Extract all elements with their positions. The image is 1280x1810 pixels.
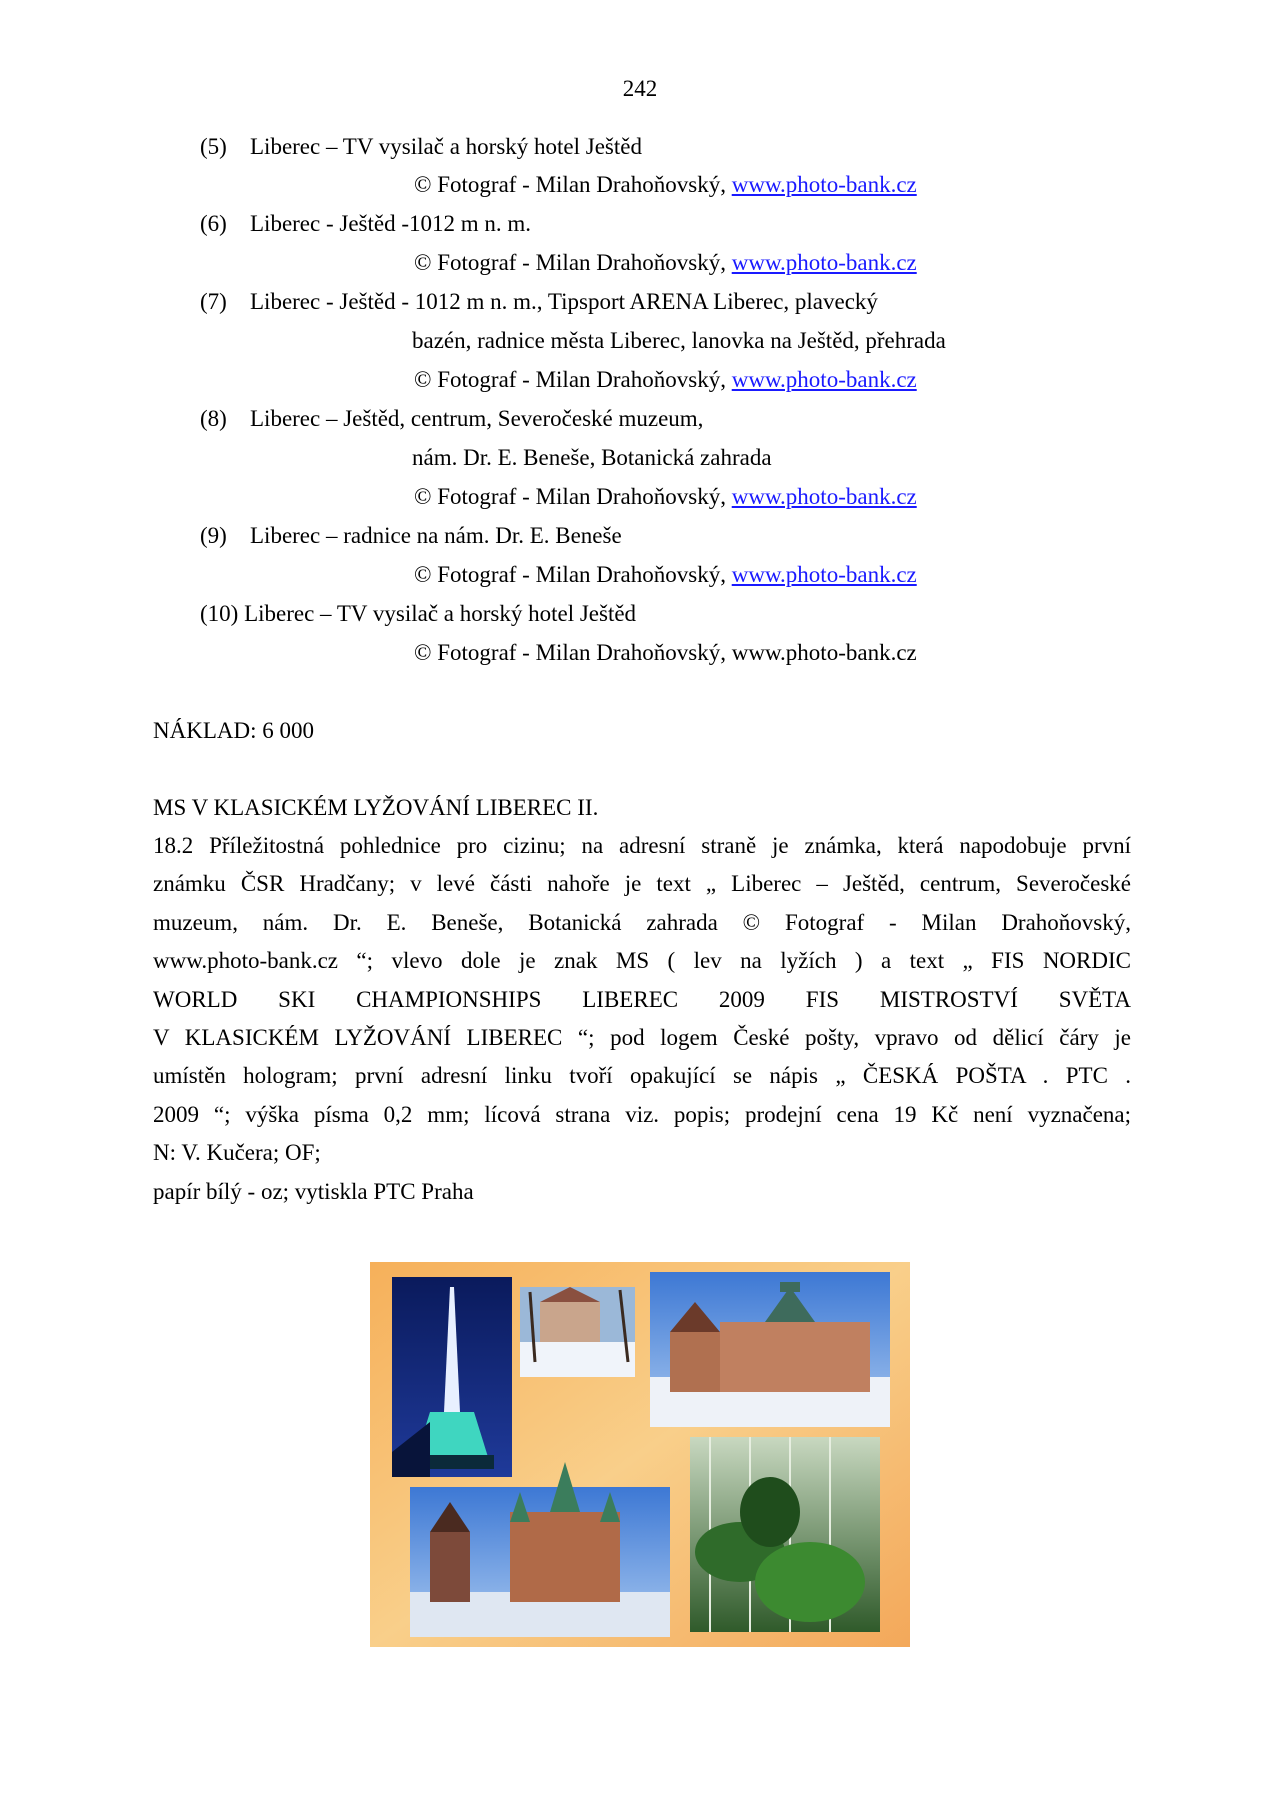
credit-7 xyxy=(414,365,917,395)
description-line: www.photo-bank.cz “; vlevo dole je znak MS ( lev na lyžích ) a text „ FIS NORDIC xyxy=(153,948,1131,974)
credit-10 xyxy=(414,638,917,668)
entry-number: (8) xyxy=(200,406,227,431)
description-line: N: V. Kučera; OF; xyxy=(153,1140,321,1166)
photo-bank-link[interactable]: www.photo-bank.cz xyxy=(731,367,917,392)
entry-number: (10) xyxy=(200,601,239,626)
entry-5 xyxy=(200,132,642,162)
credit-text: © Fotograf - Milan Drahoňovský, xyxy=(414,172,732,197)
photo-bank-link[interactable]: www.photo-bank.cz xyxy=(731,484,917,509)
description-line: WORLD SKI CHAMPIONSHIPS LIBEREC 2009 FIS MISTROSTVÍ SVĚTA xyxy=(153,986,1131,1012)
postcard-collage-image xyxy=(370,1262,910,1647)
entry-text: Liberec – radnice na nám. Dr. E. Beneše xyxy=(250,523,622,548)
museum-building-photo xyxy=(650,1272,890,1427)
description-line: známku ČSR Hradčany; v levé části nahoře je text „ Liberec – Ještěd, centrum, Severočeské xyxy=(153,871,1131,897)
credit-6 xyxy=(414,248,917,278)
entry-8 xyxy=(200,404,703,434)
credit-text: © Fotograf - Milan Drahoňovský, xyxy=(414,640,732,665)
credit-5 xyxy=(414,170,917,200)
photo-bank-link[interactable]: www.photo-bank.cz xyxy=(731,250,917,275)
entry-7 xyxy=(200,287,878,317)
photo-bank-link[interactable]: www.photo-bank.cz xyxy=(731,172,917,197)
credit-text: © Fotograf - Milan Drahoňovský, xyxy=(414,250,732,275)
credit-text: © Fotograf - Milan Drahoňovský, xyxy=(414,367,732,392)
description-line: papír bílý - oz; vytiskla PTC Praha xyxy=(153,1178,474,1204)
credit-text: © Fotograf - Milan Drahoňovský, xyxy=(414,484,732,509)
entry-7-continuation: bazén, radnice města Liberec, lanovka na Ještěd, přehrada xyxy=(412,328,946,353)
print-run: NÁKLAD: 6 000 xyxy=(153,718,314,743)
entry-9 xyxy=(200,521,622,551)
entry-10 xyxy=(200,599,636,629)
town-hall-photo xyxy=(410,1462,670,1637)
photo-bank-plain: www.photo-bank.cz xyxy=(731,640,917,665)
entry-text: Liberec - Ještěd - 1012 m n. m., Tipsport ARENA Liberec, plavecký xyxy=(250,289,878,314)
jested-tower-photo xyxy=(392,1277,512,1477)
entry-text: Liberec – TV vysilač a horský hotel Ještěd xyxy=(250,134,642,159)
description-line: 18.2 Příležitostná pohlednice pro cizinu; na adresní straně je známka, která napodobuje první xyxy=(153,833,1131,858)
section-title: MS V KLASICKÉM LYŽOVÁNÍ LIBEREC II. xyxy=(153,795,599,820)
entry-text: Liberec - Ještěd -1012 m n. m. xyxy=(250,211,532,236)
credit-8 xyxy=(414,482,917,512)
winter-park-photo xyxy=(520,1287,635,1377)
description-line: 2009 “; výška písma 0,2 mm; lícová strana viz. popis; prodejní cena 19 Kč není vyznačena; xyxy=(153,1101,1131,1127)
entry-number: (5) xyxy=(200,134,227,159)
photo-bank-link[interactable]: www.photo-bank.cz xyxy=(731,562,917,587)
entry-number: (7) xyxy=(200,289,227,314)
entry-8-continuation: nám. Dr. E. Beneše, Botanická zahrada xyxy=(412,445,772,470)
entry-number: (9) xyxy=(200,523,227,548)
description-paragraph xyxy=(153,827,1131,1211)
botanical-garden-photo xyxy=(690,1437,880,1632)
entry-text: Liberec – TV vysilač a horský hotel Ještěd xyxy=(244,601,637,626)
credit-9 xyxy=(414,560,917,590)
entry-6 xyxy=(200,209,531,239)
entry-text: Liberec – Ještěd, centrum, Severočeské muzeum, xyxy=(250,406,704,431)
description-line: muzeum, nám. Dr. E. Beneše, Botanická zahrada © Fotograf - Milan Drahoňovský, xyxy=(153,909,1131,935)
credit-text: © Fotograf - Milan Drahoňovský, xyxy=(414,562,732,587)
page-number: 242 xyxy=(622,76,658,101)
description-line: V KLASICKÉM LYŽOVÁNÍ LIBEREC “; pod logem České pošty, vpravo od dělicí čáry je xyxy=(153,1025,1131,1051)
description-line: umístěn hologram; první adresní linku tvoří opakující se nápis „ ČESKÁ POŠTA . PTC . xyxy=(153,1063,1131,1089)
entry-number: (6) xyxy=(200,211,227,236)
